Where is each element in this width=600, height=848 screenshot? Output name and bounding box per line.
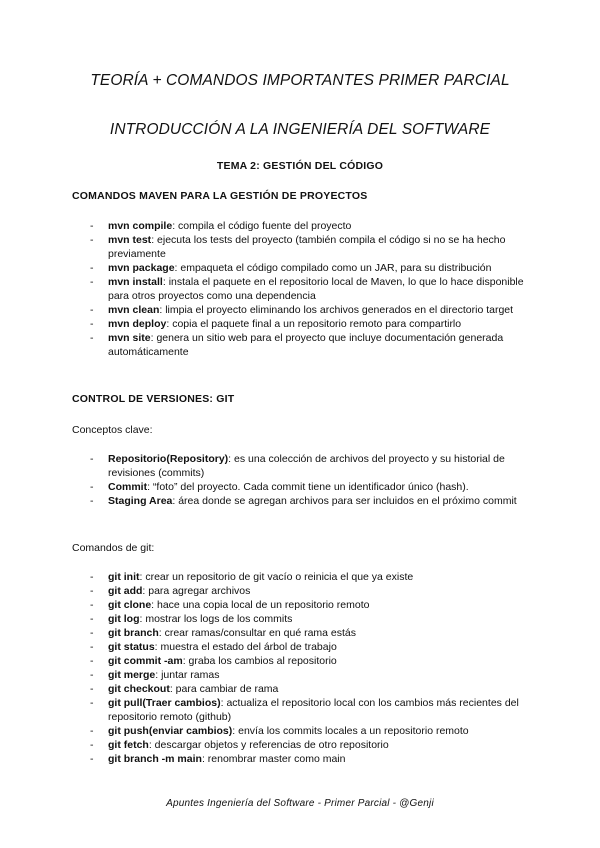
git-section-heading: CONTROL DE VERSIONES: GIT (72, 393, 235, 405)
list-item (72, 303, 542, 317)
command-description: : hace una copia local de un repositorio remoto (151, 599, 370, 611)
bullet-dash: - (90, 753, 94, 765)
document-title: TEORÍA + COMANDOS IMPORTANTES PRIMER PARCIAL (90, 72, 510, 89)
bullet-dash: - (90, 655, 94, 667)
bullet-dash: - (90, 220, 94, 232)
concept-description: : área donde se agregan archivos para ser incluidos en el próximo commit (172, 495, 517, 507)
list-item (72, 598, 542, 612)
command-name: mvn test (108, 234, 152, 246)
list-item (72, 452, 542, 480)
bullet-dash: - (90, 234, 94, 246)
concept-description: : es una colección de archivos del proyecto y su historial de revisiones (commits) (108, 453, 505, 479)
bullet-dash: - (90, 262, 94, 274)
list-item (72, 570, 542, 584)
page-footer: Apuntes Ingeniería del Software - Primer Parcial - @Genji (166, 798, 434, 809)
bullet-dash: - (90, 599, 94, 611)
commands-label: Comandos de git: (72, 542, 155, 554)
command-description: : juntar ramas (155, 669, 220, 681)
bullet-dash: - (90, 627, 94, 639)
list-item (72, 275, 542, 303)
concept-description: : “foto” del proyecto. Cada commit tiene un identificador único (hash). (147, 481, 469, 493)
command-name: git status (108, 641, 155, 653)
command-description: : para cambiar de rama (169, 683, 279, 695)
list-item (72, 640, 542, 654)
list-item (72, 696, 542, 724)
command-description: : graba los cambios al repositorio (182, 655, 337, 667)
command-description: : compila el código fuente del proyecto (172, 220, 352, 232)
command-name: mvn clean (108, 304, 160, 316)
command-description: : envía los commits locales a un repositorio remoto (232, 725, 469, 737)
command-description: : genera un sitio web para el proyecto que incluye documentación generada automáticamente (108, 332, 504, 358)
git-concepts-list (72, 452, 542, 508)
command-description: : para agregar archivos (142, 585, 251, 597)
list-item (72, 317, 542, 331)
subject-title: INTRODUCCIÓN A LA INGENIERÍA DEL SOFTWARE (109, 121, 491, 138)
maven-section-heading: COMANDOS MAVEN PARA LA GESTIÓN DE PROYECTOS (72, 190, 368, 202)
bullet-dash: - (90, 739, 94, 751)
command-name: git add (108, 585, 143, 597)
concept-name: Staging Area (108, 495, 173, 507)
command-description: : mostrar los logs de los commits (139, 613, 293, 625)
bullet-dash: - (90, 495, 94, 507)
command-name: git checkout (108, 683, 170, 695)
command-name: mvn package (108, 262, 175, 274)
concepts-label: Conceptos clave: (72, 424, 153, 436)
command-description: : crear un repositorio de git vacío o reinicia el que ya existe (139, 571, 414, 583)
command-description: : empaqueta el código compilado como un JAR, para su distribución (174, 262, 492, 274)
bullet-dash: - (90, 453, 94, 465)
command-description: : muestra el estado del árbol de trabajo (154, 641, 337, 653)
command-description: : actualiza el repositorio local con los cambios más recientes del repositorio remoto (github) (108, 697, 519, 723)
list-item (72, 654, 542, 668)
list-item (72, 233, 542, 261)
bullet-dash: - (90, 697, 94, 709)
bullet-dash: - (90, 725, 94, 737)
command-name: mvn deploy (108, 318, 167, 330)
command-name: mvn compile (108, 220, 173, 232)
command-name: git branch (108, 627, 159, 639)
command-description: : instala el paquete en el repositorio local de Maven, lo que lo hace disponible para otros proyectos como una dependencia (108, 276, 524, 302)
command-name: git fetch (108, 739, 149, 751)
command-name: git log (108, 613, 140, 625)
command-description: : crear ramas/consultar en qué rama estás (158, 627, 357, 639)
command-name: git push(enviar cambios) (108, 725, 233, 737)
command-name: mvn install (108, 276, 163, 288)
command-name: git init (108, 571, 140, 583)
bullet-dash: - (90, 683, 94, 695)
list-item (72, 494, 542, 508)
list-item (72, 682, 542, 696)
list-item (72, 724, 542, 738)
list-item (72, 738, 542, 752)
list-item (72, 219, 542, 233)
bullet-dash: - (90, 318, 94, 330)
list-item (72, 261, 542, 275)
topic-heading: TEMA 2: GESTIÓN DEL CÓDIGO (216, 160, 384, 172)
command-name: git merge (108, 669, 156, 681)
bullet-dash: - (90, 613, 94, 625)
list-item (72, 752, 542, 766)
concept-name: Commit (108, 481, 148, 493)
bullet-dash: - (90, 304, 94, 316)
list-item (72, 612, 542, 626)
list-item (72, 668, 542, 682)
command-description: : limpia el proyecto eliminando los archivos generados en el directorio target (159, 304, 514, 316)
command-name: git pull(Traer cambios) (108, 697, 221, 709)
concept-name: Repositorio(Repository) (108, 453, 229, 465)
maven-command-list (72, 219, 542, 359)
git-command-list (72, 570, 542, 766)
command-name: git branch -m main (108, 753, 202, 765)
list-item (72, 584, 542, 598)
bullet-dash: - (90, 481, 94, 493)
command-description: : ejecuta los tests del proyecto (también compila el código si no se ha hecho previamente (108, 234, 506, 260)
list-item (72, 626, 542, 640)
command-name: git clone (108, 599, 152, 611)
list-item (72, 480, 542, 494)
command-description: : descargar objetos y referencias de otro repositorio (148, 739, 389, 751)
command-description: : renombrar master como main (201, 753, 346, 765)
list-item (72, 331, 542, 359)
bullet-dash: - (90, 276, 94, 288)
command-name: mvn site (108, 332, 151, 344)
bullet-dash: - (90, 332, 94, 344)
bullet-dash: - (90, 571, 94, 583)
command-description: : copia el paquete final a un repositorio remoto para compartirlo (166, 318, 462, 330)
bullet-dash: - (90, 641, 94, 653)
bullet-dash: - (90, 585, 94, 597)
command-name: git commit -am (108, 655, 183, 667)
bullet-dash: - (90, 669, 94, 681)
